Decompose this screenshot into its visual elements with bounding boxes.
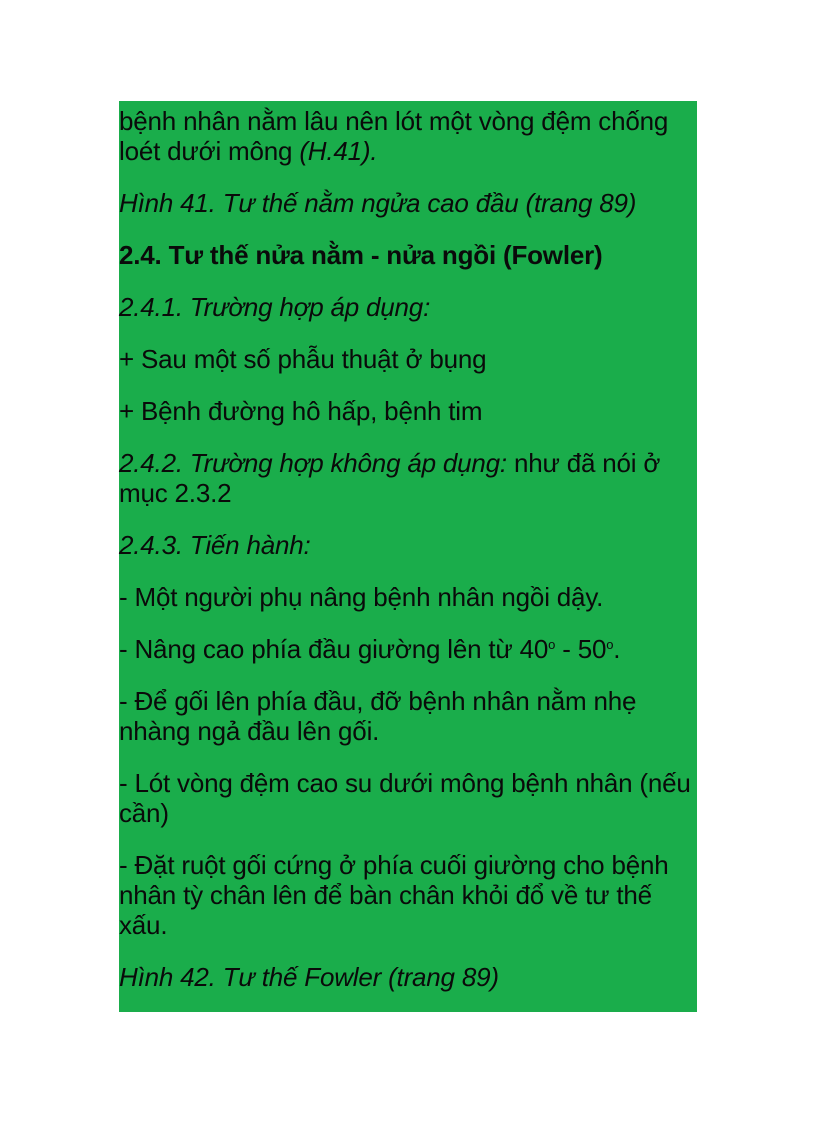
list-item: + Bệnh đường hô hấp, bệnh tim — [119, 396, 483, 426]
figure-41-caption: Hình 41. Tư thế nằm ngửa cao đầu (trang 89) — [119, 188, 637, 218]
section-heading-2-4: 2.4. Tư thế nửa nằm - nửa ngồi (Fowler) — [119, 240, 603, 270]
figure-ref-41: (H.41). — [299, 136, 378, 166]
paragraph-2-4-2 — [119, 448, 693, 508]
content-panel — [119, 101, 697, 1012]
step-text: . — [613, 634, 621, 664]
degree-mark: o — [606, 637, 614, 652]
paragraph-intro — [119, 106, 693, 166]
step-text: - Nâng cao phía đầu giường lên từ 40 — [119, 634, 549, 664]
subheading-2-4-3: 2.4.3. Tiến hành: — [119, 530, 311, 560]
list-item: + Sau một số phẫu thuật ở bụng — [119, 344, 487, 374]
paragraph-intro-text: bệnh nhân nằm lâu nên lót một vòng đệm chống loét dưới mông — [119, 106, 669, 166]
step-item: - Lót vòng đệm cao su dưới mông bệnh nhân (nếu cần) — [119, 768, 691, 828]
step-text: - 50 — [555, 634, 607, 664]
degree-mark: o — [548, 637, 556, 652]
step-item: - Để gối lên phía đầu, đỡ bệnh nhân nằm nhẹ nhàng ngả đầu lên gối. — [119, 686, 637, 746]
step-item: - Đặt ruột gối cứng ở phía cuối giường cho bệnh nhân tỳ chân lên để bàn chân khỏi đổ về tư thế xấu. — [119, 850, 669, 940]
paragraph-2-4-2-text: như đã nói ở mục 2.3.2 — [119, 448, 661, 508]
subheading-2-4-1: 2.4.1. Trường hợp áp dụng: — [119, 292, 431, 322]
step-item-angle — [119, 634, 693, 664]
subheading-2-4-2: 2.4.2. Trường hợp không áp dụng: — [119, 448, 507, 478]
step-item: - Một người phụ nâng bệnh nhân ngồi dậy. — [119, 582, 604, 612]
figure-42-caption: Hình 42. Tư thế Fowler (trang 89) — [119, 962, 499, 992]
